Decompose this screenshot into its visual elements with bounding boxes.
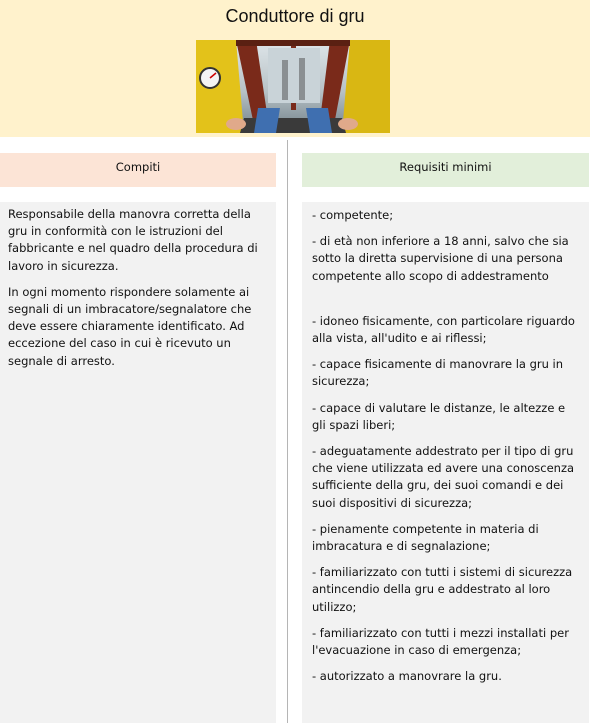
crane-cab-photo	[196, 40, 390, 133]
requirement-item: - capace di valutare le distanze, le altezze e gli spazi liberi;	[312, 400, 566, 432]
requirement-item: - familiarizzato con tutti i mezzi installati per l'evacuazione in caso di emergenza;	[312, 625, 569, 658]
requirement-item: - adeguatamente addestrato per il tipo di gru che viene utilizzata ed avere una conoscenza sufficiente della gru, dei suoi comandi e dei suoi dispositivi di sicurezza;	[312, 444, 575, 510]
requirement-item: - idoneo fisicamente, con particolare riguardo alla vista, all'udito e ai riflessi;	[312, 313, 575, 346]
crane-cab-illustration	[196, 40, 390, 133]
requirements-panel	[302, 202, 589, 723]
header-band	[0, 0, 590, 137]
requirement-item: - capace fisicamente di manovrare la gru in sicurezza;	[312, 357, 564, 389]
tasks-panel	[0, 202, 276, 723]
requirement-item: - autorizzato a manovrare la gru.	[312, 669, 502, 684]
requirement-item: - familiarizzato con tutti i sistemi di sicurezza antincendio della gru e addestrato al loro utilizzo;	[312, 565, 573, 614]
page-title: Conduttore di gru	[225, 6, 365, 26]
requirement-item: - di età non inferiore a 18 anni, salvo che sia sotto la diretta supervisione di una persona competente allo scopo di addestramento	[312, 234, 569, 283]
requirement-item: - competente;	[312, 208, 394, 222]
requirement-item: - pienamente competente in materia di imbracatura e di segnalazione;	[312, 521, 539, 554]
task-paragraph: In ogni momento rispondere solamente ai segnali di un imbracatore/segnalatore che deve essere chiaramente identificato. Ad eccezione del caso in cui è ricevuto un segnale di arresto.	[8, 284, 252, 368]
requirements-heading: Requisiti minimi	[302, 153, 589, 187]
task-paragraph: Responsabile della manovra corretta della gru in conformità con le istruzioni del fabbricante e nel quadro della procedura di lavoro in sicurezza.	[8, 207, 258, 273]
tasks-heading: Compiti	[0, 153, 276, 187]
column-divider	[287, 140, 288, 723]
